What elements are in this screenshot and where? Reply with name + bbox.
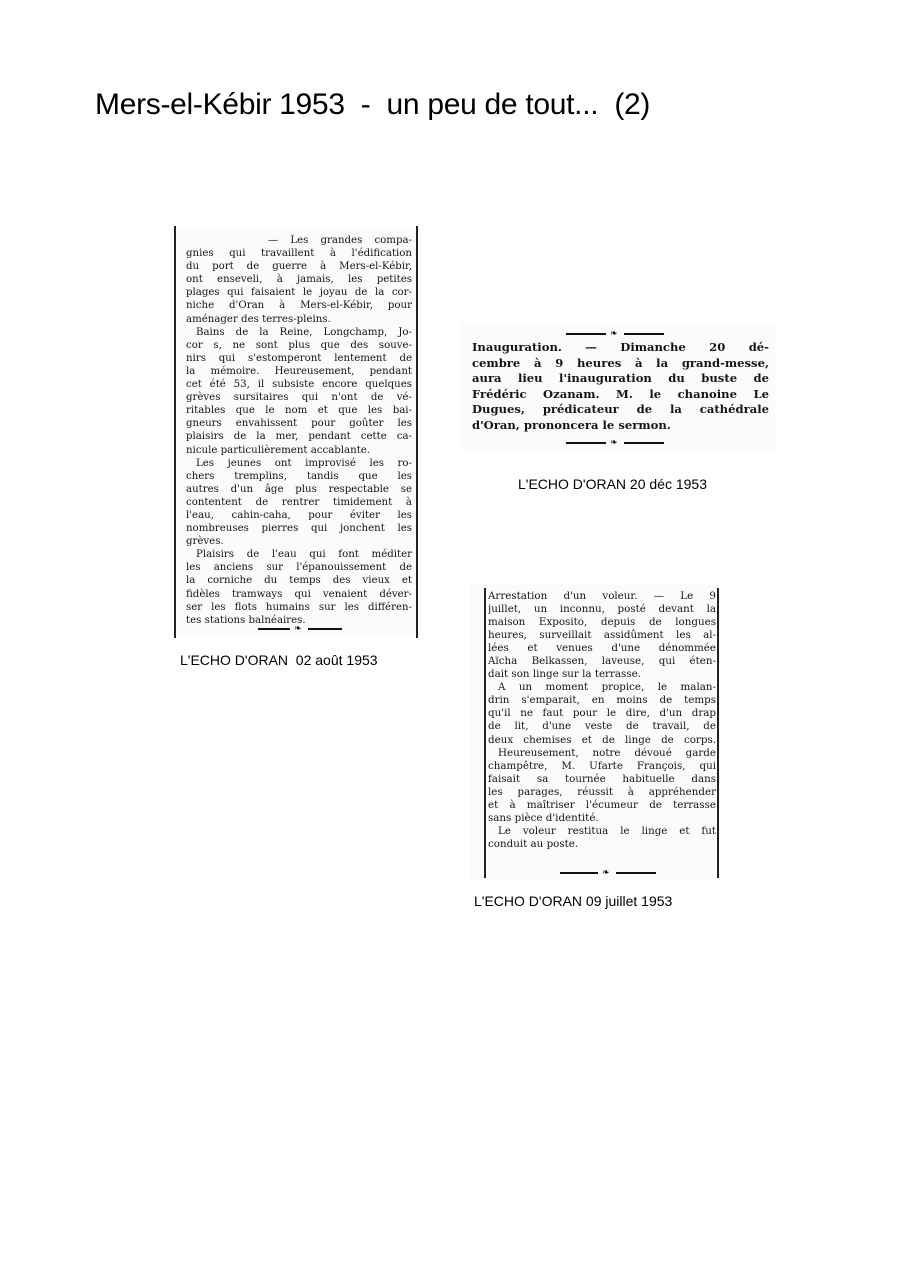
clipping-line: maison Exposito, depuis de longues	[488, 616, 716, 629]
clipping-line: fidèles tramways qui venaient déver-	[186, 588, 412, 600]
clipping-line: contentent de rentrer timidement à	[186, 496, 412, 508]
clipping-line: Bains de la Reine, Longchamp, Jo-	[196, 326, 412, 338]
clipping-line: grèves.	[186, 536, 224, 548]
clipping-line: nirs qui s'estomperont lentement de	[186, 352, 412, 364]
clipping-line: la corniche du temps des vieux et	[186, 575, 412, 587]
fleuron-icon: ❧	[602, 868, 610, 878]
clipping-line: chers tremplins, tandis que les	[186, 470, 412, 482]
clipping-caption-3: L'ECHO D'ORAN 09 juillet 1953	[474, 893, 673, 909]
clipping-line: ser les flots humains sur les différen-	[186, 601, 412, 613]
clipping-line: de lit, d'une veste de travail, de	[488, 720, 716, 733]
clipping-line: aménager des terres-pleins.	[186, 313, 331, 325]
ornament-divider	[560, 868, 656, 878]
clipping-line: cet été 53, il subsiste encore quelques	[186, 379, 412, 391]
clipping-line: cor s, ne sont plus que des souve-	[186, 339, 412, 351]
ornament-divider	[258, 624, 342, 634]
column-rule-right	[717, 588, 719, 878]
clipping-line: l'eau, cahin-caha, pour éviter les	[186, 509, 412, 521]
column-rule-right	[416, 226, 418, 638]
clipping-line: Dugues, prédicateur de la cathédrale	[472, 402, 769, 417]
clipping-line: — Les grandes compa-	[268, 235, 412, 246]
clipping-line: ritables que le nom et que les bai-	[186, 405, 412, 417]
newspaper-clipping-thief	[470, 585, 720, 881]
page-title: Mers-el-Kébir 1953 - un peu de tout... (2)	[95, 88, 651, 121]
clipping-line: niche d'Oran à Mers-el-Kébir, pour	[186, 300, 412, 312]
clipping-text	[472, 340, 769, 434]
clipping-line: aura lieu l'inauguration du buste de	[472, 371, 769, 386]
clipping-line: nombreuses pierres qui jonchent les	[186, 523, 412, 535]
clipping-line: d'Oran, prononcera le sermon.	[472, 417, 671, 432]
clipping-line: sans pièce d'identité.	[488, 811, 599, 824]
clipping-line: plages qui faisaient le joyau de la cor-	[186, 287, 412, 299]
clipping-text	[186, 234, 412, 627]
clipping-line: autres d'un âge plus respectable se	[186, 483, 412, 495]
clipping-line: Plaisirs de l'eau qui font méditer	[196, 549, 412, 561]
clipping-line: gnies qui travaillent à l'édification	[186, 248, 412, 260]
clipping-line: Aïcha Belkassen, laveuse, qui éten-	[488, 655, 716, 668]
clipping-line: lées et venues d'une dénommée	[488, 642, 716, 655]
clipping-line: ont enseveli, à jamais, les petites	[186, 274, 412, 286]
clipping-line: cembre à 9 heures à la grand-messe,	[472, 355, 769, 370]
clipping-line: les anciens sur l'épanouissement de	[186, 562, 412, 574]
clipping-caption-2: L'ECHO D'ORAN 20 déc 1953	[518, 476, 707, 492]
fleuron-icon: ❧	[610, 329, 618, 339]
clipping-line: Les jeunes ont improvisé les ro-	[196, 457, 412, 469]
clipping-line: Arrestation d'un voleur. — Le 9	[488, 590, 716, 602]
newspaper-clipping-beaches	[174, 226, 418, 638]
clipping-line: tes stations balnéaires.	[186, 614, 306, 626]
clipping-caption-1: L'ECHO D'ORAN 02 août 1953	[180, 652, 378, 668]
clipping-line: juillet, un inconnu, posté devant la	[488, 603, 716, 616]
clipping-line: plaisirs de la mer, pendant cette ca-	[186, 431, 412, 443]
clipping-line: nicule particulièrement accablante.	[186, 444, 371, 456]
clipping-line: les parages, réussit à appréhender	[488, 785, 716, 798]
fleuron-icon: ❧	[610, 438, 618, 448]
clipping-line: A un moment propice, le malan-	[498, 681, 716, 694]
clipping-line: heures, surveillait assidûment les al-	[488, 629, 716, 642]
ornament-divider	[566, 438, 664, 448]
clipping-line: Heureusement, notre dévoué garde	[498, 746, 716, 759]
clipping-line: du port de guerre à Mers-el-Kébir,	[186, 261, 412, 273]
clipping-text	[488, 590, 716, 851]
clipping-line: et à maîtriser l'écumeur de terrasse	[488, 798, 716, 811]
clipping-line: conduit au poste.	[488, 837, 579, 850]
clipping-line: Le voleur restitua le linge et fut	[498, 824, 716, 837]
fleuron-icon: ❧	[294, 624, 302, 634]
clipping-line: faisait sa tournée habituelle dans	[488, 772, 716, 785]
clipping-line: dait son linge sur la terrasse.	[488, 668, 641, 681]
clipping-line: grèves sursitaires qui n'ont de vé-	[186, 392, 412, 404]
clipping-line: drin s'emparait, en moins de temps	[488, 694, 716, 707]
clipping-line: Frédéric Ozanam. M. le chanoine Le	[472, 386, 769, 401]
newspaper-clipping-inauguration	[460, 322, 775, 450]
clipping-line: deux chemises et de linge de corps.	[488, 733, 716, 746]
column-rule-left	[174, 226, 176, 638]
ornament-divider	[566, 329, 664, 339]
clipping-line: gneurs envahissent pour goûter les	[186, 418, 412, 430]
clipping-line: la mémoire. Heureusement, pendant	[186, 365, 412, 377]
clipping-line: Inauguration. — Dimanche 20 dé-	[472, 340, 769, 354]
column-rule-left	[484, 588, 486, 878]
clipping-line: champêtre, M. Ufarte François, qui	[488, 759, 716, 772]
clipping-line: qu'il ne faut pour le dire, d'un drap	[488, 707, 716, 720]
